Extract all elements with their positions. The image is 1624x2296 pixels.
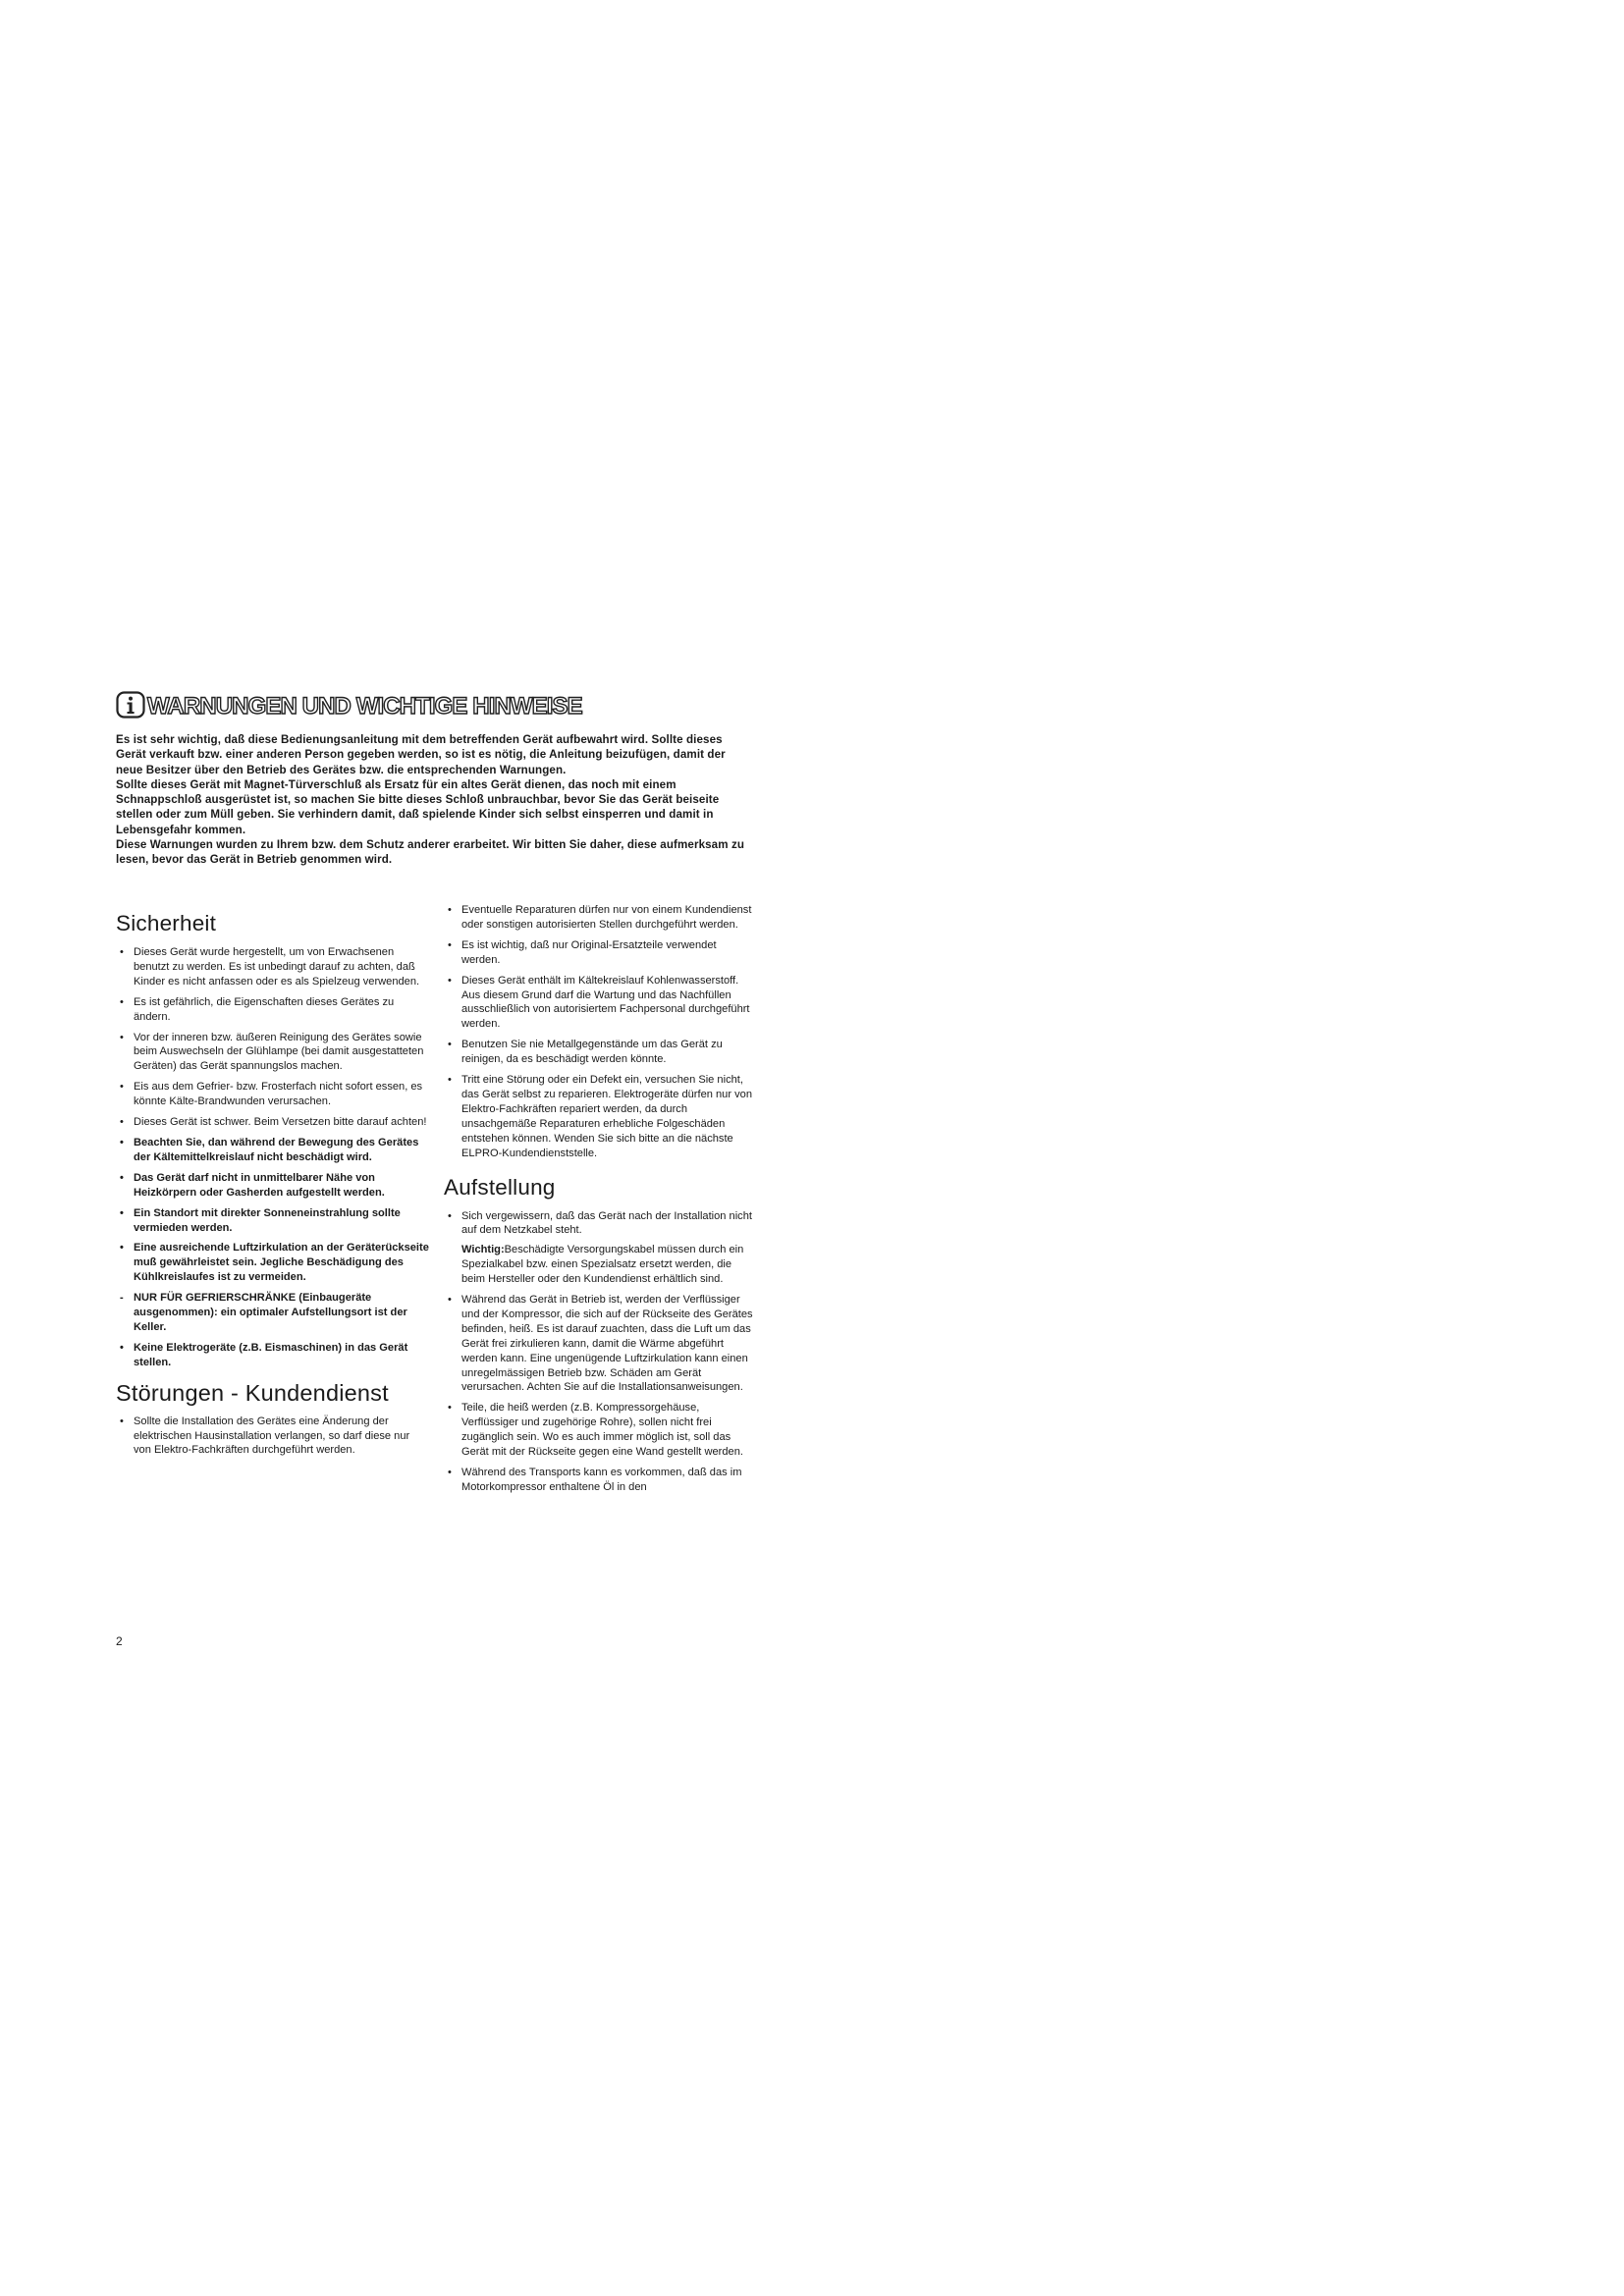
list-item <box>116 1115 430 1130</box>
page-number: 2 <box>116 1634 123 1648</box>
list-item-text: Während das Gerät in Betrieb ist, werden der Verflüssiger und der Kompressor, die sich auf der Rückseite des Gerätes befinden, heiß. Es ist darauf zuachten, dass die Luft um das Gerät frei zirkulieren kann, damit die Wärme abgeführt werden kann. Eine ungenügende Luftzirkulation kann einen unregelmässigen Betrieb bzw. Schäden am Gerät verursachen. Achten Sie auf die Installationsanweisungen. <box>461 1294 753 1394</box>
list-item-text: Teile, die heiß werden (z.B. Kompressorgehäuse, Verflüssiger und zugehörige Rohre), sollen nicht frei zugänglich sein. Wo es auch immer möglich ist, soll das Gerät mit der Rückseite gegen eine Wand gestellt werden. <box>461 1402 743 1459</box>
title-block <box>116 689 764 728</box>
list-item-text: Dieses Gerät wurde hergestellt, um von Erwachsenen benutzt zu werden. Es ist unbedingt darauf zu achten, daß Kinder es nicht anfassen oder es als Spielzeug verwenden. <box>134 946 420 988</box>
list-item-text: Dieses Gerät ist schwer. Beim Versetzen bitte darauf achten! <box>134 1116 427 1129</box>
list-item <box>116 1415 430 1459</box>
list-item-text: Benutzen Sie nie Metallgegenstände um das Gerät zu reinigen, da es beschädigt werden könnte. <box>461 1039 723 1066</box>
wichtig-text: Beschädigte Versorgungskabel müssen durch ein Spezialkabel bzw. einen Spezialsatz ersetzt werden, die beim Hersteller oder den Kundendienst erhältlich sind. <box>461 1244 744 1286</box>
bullet-marker: • <box>120 1415 124 1427</box>
bullet-marker: • <box>448 1039 452 1051</box>
wichtig-note <box>444 1243 758 1287</box>
list-item-text: Sich vergewissern, daß das Gerät nach der Installation nicht auf dem Netzkabel steht. <box>461 1209 752 1237</box>
bullet-marker: • <box>120 995 124 1008</box>
stoerungen-list <box>116 1415 430 1459</box>
bullet-marker: • <box>120 1242 124 1255</box>
list-item <box>444 938 758 968</box>
bullet-marker: • <box>120 1116 124 1129</box>
list-item-text: Es ist gefährlich, die Eigenschaften dieses Gerätes zu ändern. <box>134 995 395 1023</box>
bullet-marker: • <box>120 1136 124 1148</box>
list-item <box>116 945 430 989</box>
list-item-text: Eis aus dem Gefrier- bzw. Frosterfach nicht sofort essen, es könnte Kälte-Brandwunden verursachen. <box>134 1081 423 1108</box>
intro-paragraph: Es ist sehr wichtig, daß diese Bedienungsanleitung mit dem betreffenden Gerät aufbewahrt wird. Sollte dieses Gerät verkauft bzw. einer anderen Person gegeben werden, so ist es nötig, die Anleitung beizufügen, damit der neue Besitzer über den Betrieb des Gerätes bzw. die entsprechenden Warnungen. Sollte dieses Gerät mit Magnet-Türverschluß als Ersatz für ein altes Gerät dienen, das noch mit einem Schnappschloß ausgerüstet ist, so machen Sie bitte dieses Schloß unbrauchbar, bevor Sie das Gerät beiseite stellen oder zum Müll geben. Sie verhindern damit, daß spielende Kinder sich selbst einsperren und damit in Lebensgefahr kommen. Diese Warnungen wurden zu Ihrem bzw. dem Schutz anderer erarbeitet. Wir bitten Sie daher, diese aufmerksam zu lesen, bevor das Gerät in Betrieb genommen wird. <box>116 733 745 867</box>
bullet-marker: • <box>448 1467 452 1478</box>
list-item-text: Tritt eine Störung oder ein Defekt ein, versuchen Sie nicht, das Gerät selbst zu reparieren. Elektrogeräte dürfen nur von Elektro-Fachkräften repariert werden, da durch unsachgemäße Reparaturen erhebliche Folgeschäden entstehen können. Wenden Sie sich bitte an die nächste ELPRO-Kundendienststelle. <box>461 1074 752 1159</box>
list-item-text: Während des Transports kann es vorkommen, daß das im Motorkompressor enthaltene Öl in den <box>461 1467 742 1493</box>
list-item <box>116 1241 430 1285</box>
aufstellung-list <box>444 1293 758 1495</box>
list-item <box>116 1031 430 1075</box>
list-item <box>444 1401 758 1460</box>
list-item <box>116 1136 430 1165</box>
aufstellung-list-first <box>444 1209 758 1239</box>
wichtig-label: Wichtig: <box>461 1244 505 1256</box>
bullet-marker: • <box>448 1294 452 1307</box>
bullet-marker: • <box>448 1209 452 1222</box>
list-item-text: Dieses Gerät enthält im Kältekreislauf Kohlenwasserstoff. Aus diesem Grund darf die Wartung und das Nachfüllen ausschließlich von autorisiertem Fachpersonal durchgeführt werden. <box>461 974 750 1031</box>
list-item-text: NUR FÜR GEFRIERSCHRÄNKE (Einbaugeräte ausgenommen): ein optimaler Aufstellungsort ist der Keller. <box>134 1292 407 1333</box>
list-item <box>116 1341 430 1370</box>
section-heading-sicherheit: Sicherheit <box>116 911 217 935</box>
section-heading-stoerungen: Störungen - Kundendienst <box>116 1379 389 1406</box>
list-item <box>444 1293 758 1395</box>
list-item <box>444 1209 758 1239</box>
list-item <box>444 1038 758 1067</box>
list-item-text: Keine Elektrogeräte (z.B. Eismaschinen) in das Gerät stellen. <box>134 1341 408 1368</box>
list-item <box>116 1171 430 1201</box>
bullet-marker: • <box>448 904 452 916</box>
list-item-text: Es ist wichtig, daß nur Original-Ersatzteile verwendet werden. <box>461 938 717 966</box>
bullet-marker: • <box>120 1081 124 1094</box>
info-icon <box>116 690 145 720</box>
bullet-marker: - <box>120 1292 124 1305</box>
list-item <box>444 974 758 1033</box>
list-item-text: Eine ausreichende Luftzirkulation an der Geräterückseite muß gewährleistet sein. Jegliche Beschädigung des Kühlkreislaufes ist zu vermeiden. <box>134 1242 429 1284</box>
list-item <box>444 1466 758 1495</box>
list-item-text: Vor der inneren bzw. äußeren Reinigung des Gerätes sowie beim Auswechseln der Glühlampe (bei damit ausgestatteten Geräten) das Gerät spannungslos machen. <box>134 1031 424 1073</box>
bullet-marker: • <box>120 1341 124 1354</box>
list-item-text: Beachten Sie, dan während der Bewegung des Gerätes der Kältemittelkreislauf nicht beschädigt wird. <box>134 1136 419 1163</box>
right-column <box>444 903 758 1501</box>
left-column <box>116 903 430 1464</box>
bullet-marker: • <box>448 1074 452 1087</box>
bullet-marker: • <box>448 974 452 987</box>
sicherheit-list <box>116 945 430 1370</box>
stoerungen-list-continued <box>444 903 758 1161</box>
list-item <box>116 1206 430 1236</box>
page-title: WARNUNGEN UND WICHTIGE HINWEISE <box>147 693 582 720</box>
bullet-marker: • <box>120 1031 124 1043</box>
list-item-text: Das Gerät darf nicht in unmittelbarer Nähe von Heizkörpern oder Gasherden aufgestellt werden. <box>134 1171 385 1199</box>
list-item-text: Eventuelle Reparaturen dürfen nur von einem Kundendienst oder sonstigen autorisierten Stellen durchgeführt werden. <box>461 904 752 931</box>
list-item-text: Ein Standort mit direkter Sonneneinstrahlung sollte vermieden werden. <box>134 1206 401 1234</box>
list-item <box>116 1291 430 1335</box>
bullet-marker: • <box>448 1402 452 1415</box>
list-item <box>444 903 758 933</box>
bullet-marker: • <box>448 938 452 951</box>
list-item-text: Sollte die Installation des Gerätes eine Änderung der elektrischen Hausinstallation verlangen, so darf diese nur von Elektro-Fachkräften durchgeführt werden. <box>134 1415 410 1457</box>
list-item <box>116 995 430 1025</box>
list-item <box>116 1080 430 1109</box>
section-heading-aufstellung: Aufstellung <box>444 1174 556 1200</box>
bullet-marker: • <box>120 1171 124 1184</box>
list-item <box>444 1073 758 1160</box>
bullet-marker: • <box>120 946 124 958</box>
bullet-marker: • <box>120 1206 124 1219</box>
